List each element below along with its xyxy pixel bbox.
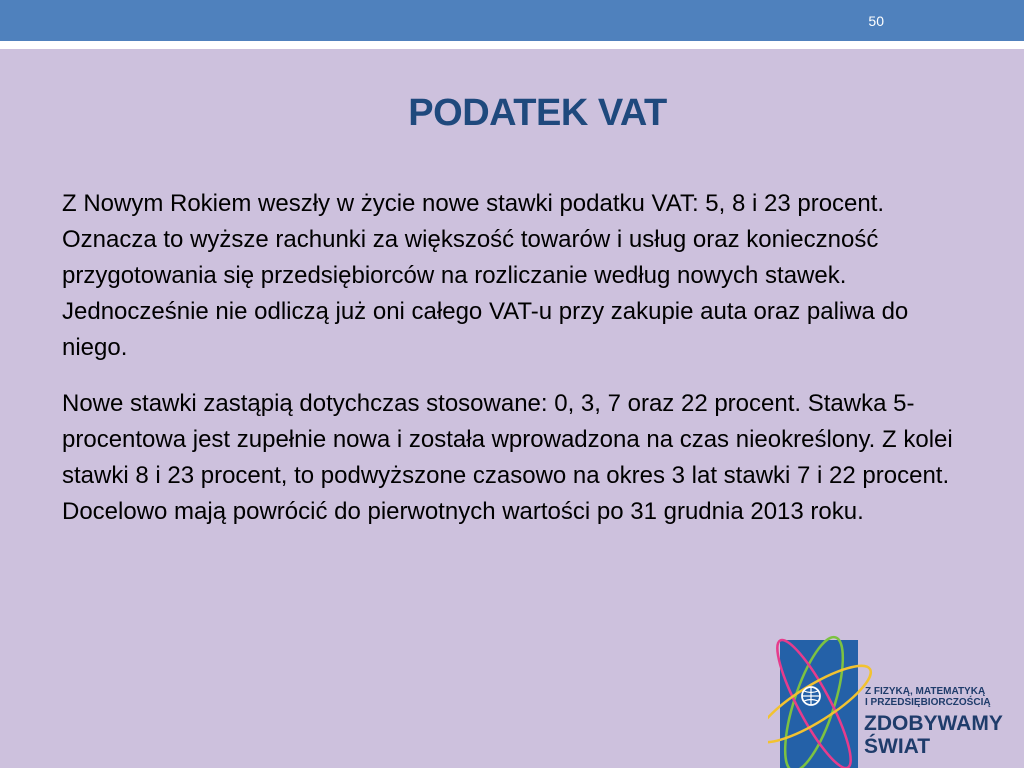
- logo-tagline-line2: I PRZEDSIĘBIORCZOŚCIĄ: [865, 697, 991, 708]
- slide-body: [62, 186, 972, 550]
- logo-name-line2: ŚWIAT: [864, 735, 931, 758]
- logo-tagline-line1: Z FIZYKĄ, MATEMATYKĄ: [865, 686, 986, 697]
- top-bar: [0, 0, 1024, 41]
- project-logo: [768, 622, 1024, 768]
- paragraph-1: Z Nowym Rokiem weszły w życie nowe stawki podatku VAT: 5, 8 i 23 procent. Oznacza to wyższe rachunki za większość towarów i usług oraz konieczność przygotowania się przedsiębiorców na rozliczanie według nowych stawek. Jednocześnie nie odliczą już oni całego VAT-u przy zakupie auta oraz paliwa do niego.: [62, 190, 909, 361]
- atom-logo-icon: [768, 622, 878, 768]
- logo-tagline: [865, 686, 991, 708]
- logo-name-line1: ZDOBYWAMY: [864, 712, 1003, 735]
- slide-title: PODATEK VAT: [408, 92, 667, 134]
- paragraph-2: Nowe stawki zastąpią dotychczas stosowane: 0, 3, 7 oraz 22 procent. Stawka 5-procentowa jest zupełnie nowa i została wprowadzona na czas nieokreślony. Z kolei stawki 8 i 23 procent, to podwyższone czasowo na okres 3 lat stawki 7 i 22 procent. Docelowo mają powrócić do pierwotnych wartości po 31 grudnia 2013 roku.: [62, 390, 953, 525]
- top-divider: [0, 41, 1024, 49]
- page-number: 50: [868, 13, 884, 29]
- logo-name: [864, 712, 1003, 758]
